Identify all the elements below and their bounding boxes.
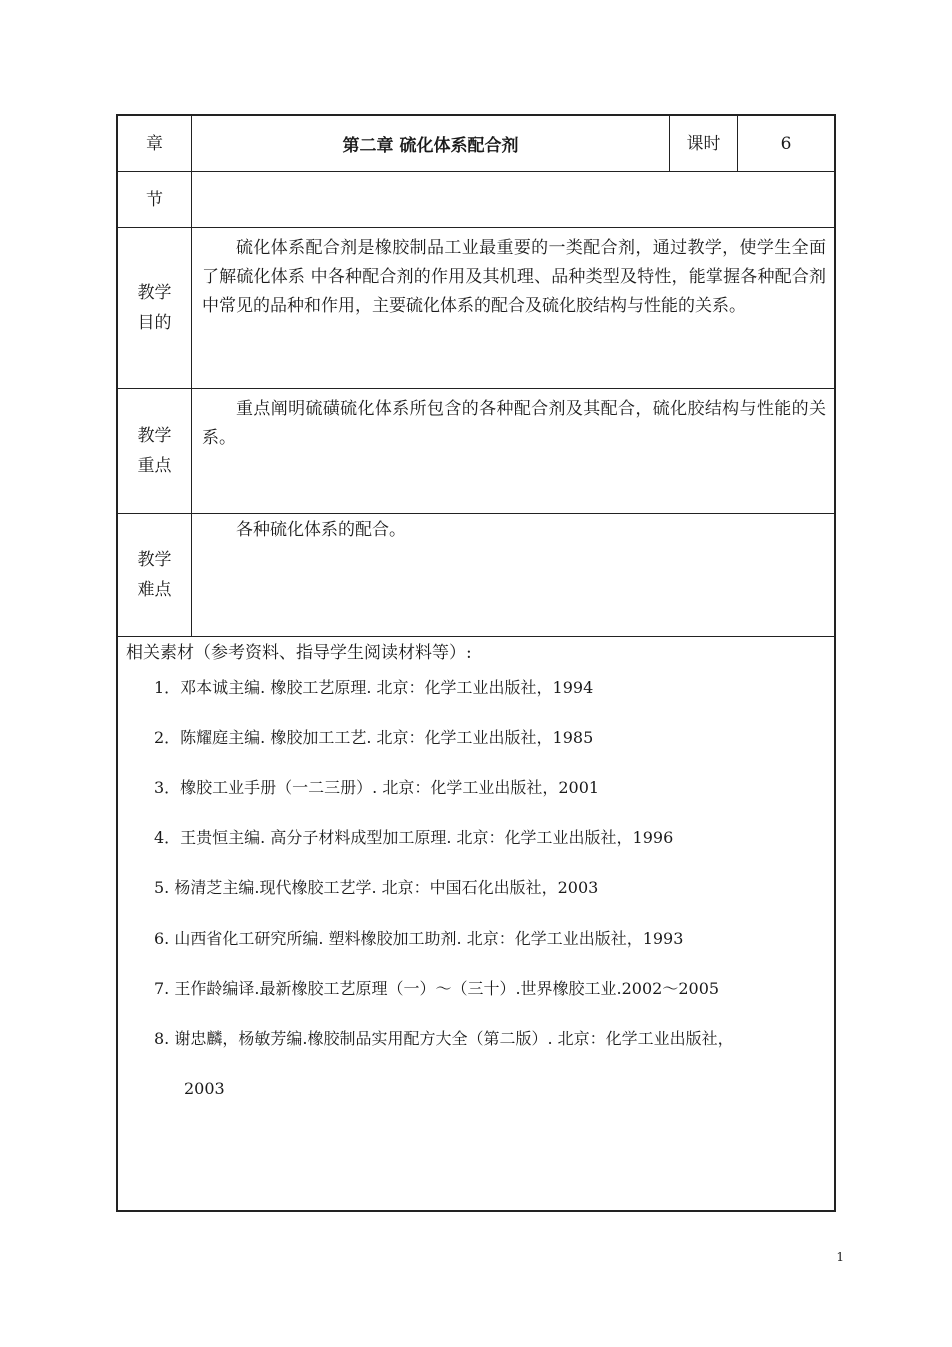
section-row (118, 172, 834, 228)
references-section (118, 637, 834, 1210)
reference-item-continuation: 2003 (184, 1079, 225, 1098)
key-points-row (118, 389, 834, 514)
reference-item: 6. 山西省化工研究所编. 塑料橡胶加工助剂. 北京：化学工业出版社，1993 (154, 929, 684, 948)
hours-value: 6 (780, 133, 792, 154)
chapter-row (118, 116, 834, 172)
reference-item: 4．王贵恒主编. 高分子材料成型加工原理. 北京：化学工业出版社，1996 (154, 828, 674, 847)
objective-text: 硫化体系配合剂是橡胶制品工业最重要的一类配合剂，通过教学，使学生全面了解硫化体系 中各种配合剂的作用及其机理、品种类型及特性，能掌握各种配合剂中常见的品种和作用，主要硫化体系的配合及硫化胶结构与性能的关系。 (202, 238, 826, 316)
hours-label: 课时 (670, 116, 738, 171)
chapter-title: 第二章 硫化体系配合剂 (192, 116, 670, 171)
difficulties-text: 各种硫化体系的配合。 (236, 520, 406, 540)
reference-item: 2．陈耀庭主编. 橡胶加工工艺. 北京：化学工业出版社，1985 (154, 728, 594, 747)
reference-item: 7. 王作龄编译.最新橡胶工艺原理（一）～（三十）.世界橡胶工业.2002～2005 (154, 979, 720, 998)
objective-row (118, 228, 834, 389)
difficulties-label-line1: 教学 (137, 550, 172, 570)
chapter-label: 章 (118, 116, 192, 171)
objective-label-line1: 教学 (137, 283, 172, 303)
reference-item: 8. 谢忠麟，杨敏芳编.橡胶制品实用配方大全（第二版）. 北京：化学工业出版社， (154, 1029, 734, 1048)
key-points-label-line1: 教学 (137, 426, 172, 446)
key-points-label (118, 389, 192, 513)
key-points-label-line2: 重点 (137, 456, 172, 476)
difficulties-row (118, 514, 834, 637)
objective-label-line2: 目的 (137, 313, 172, 333)
section-value (192, 172, 834, 227)
references-heading: 相关素材（参考资料、指导学生阅读材料等）: (126, 643, 472, 663)
key-points-text: 重点阐明硫磺硫化体系所包含的各种配合剂及其配合，硫化胶结构与性能的关系。 (202, 399, 826, 448)
section-label: 节 (118, 172, 192, 227)
page-number: 1 (836, 1250, 844, 1264)
difficulties-label-line2: 难点 (137, 580, 172, 600)
reference-item: 1．邓本诚主编. 橡胶工艺原理. 北京：化学工业出版社，1994 (154, 678, 594, 697)
objective-label (118, 228, 192, 388)
difficulties-label (118, 514, 192, 636)
reference-item: 3．橡胶工业手册（一二三册）. 北京：化学工业出版社，2001 (154, 778, 600, 797)
lesson-plan-table (116, 114, 836, 1212)
reference-item: 5. 杨清芝主编.现代橡胶工艺学. 北京：中国石化出版社，2003 (154, 878, 599, 897)
